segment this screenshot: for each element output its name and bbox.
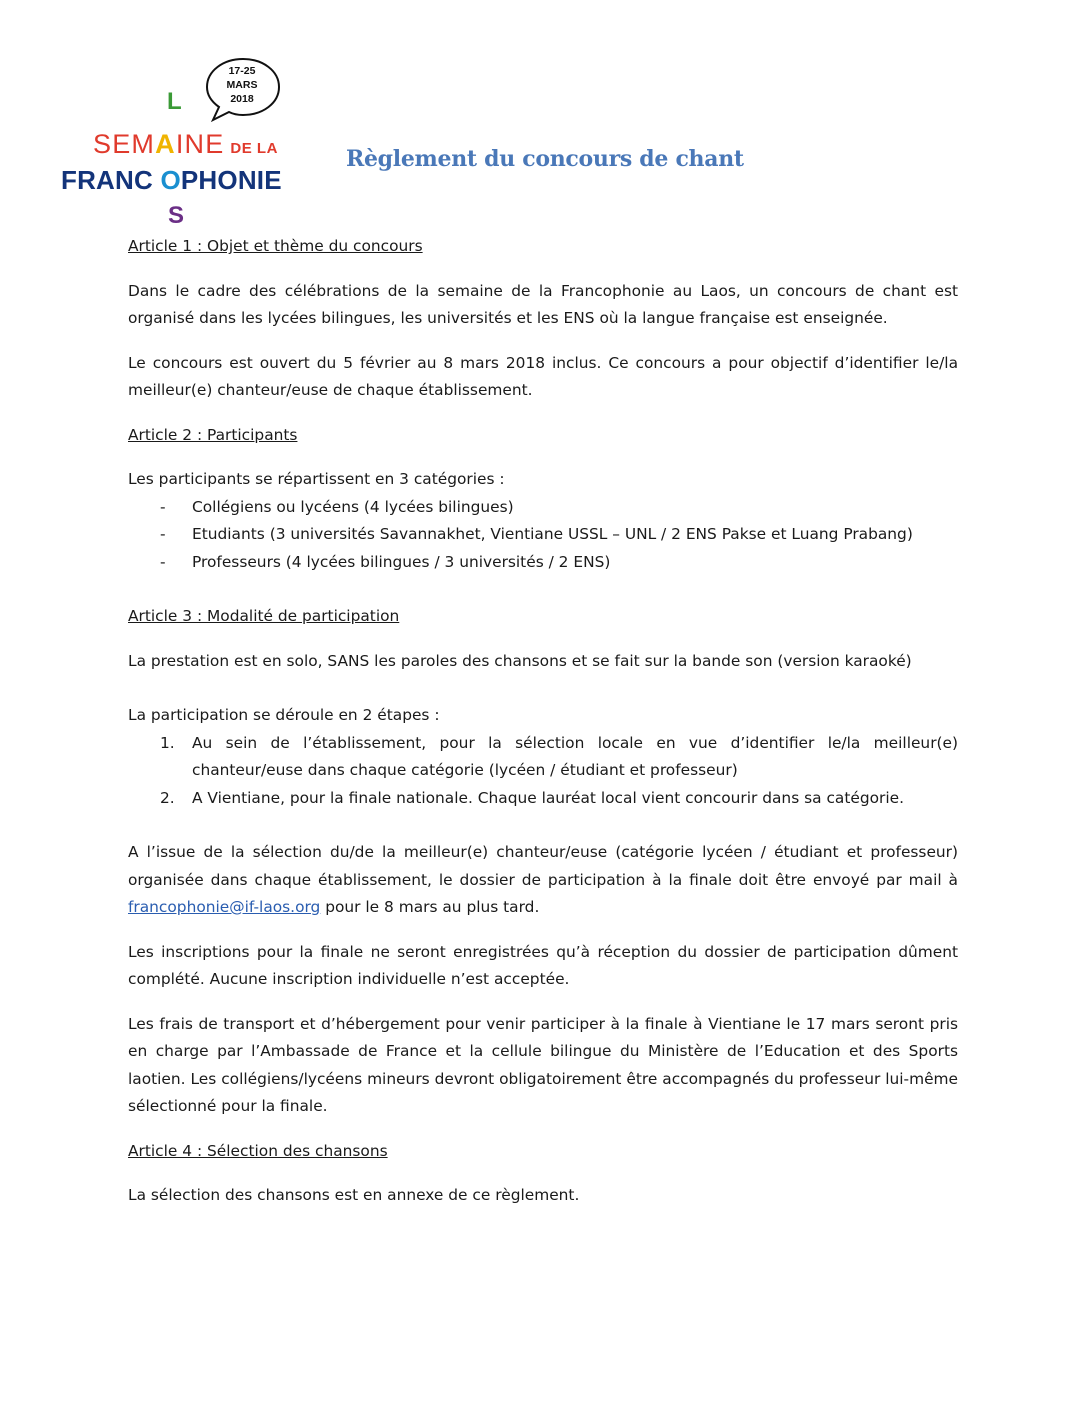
logo-dates (207, 64, 277, 106)
logo-semaine-de-la (93, 129, 278, 164)
paragraph: La prestation est en solo, SANS les paroles des chansons et se fait sur la bande son (version karaoké) (128, 651, 912, 670)
step-number: 1. (160, 733, 175, 752)
paragraph: La sélection des chansons est en annexe de ce règlement. (128, 1186, 580, 1204)
paragraph: Les participants se répartissent en 3 catégories : (128, 470, 505, 488)
list-item (128, 785, 958, 813)
logo-letter-s: S (168, 202, 185, 229)
article-heading: Article 1 : Objet et thème du concours (128, 237, 423, 255)
logo-francophonie (61, 165, 282, 195)
email-link[interactable]: francophonie@if-laos.org (128, 898, 321, 916)
bullet-dash: - (160, 497, 166, 516)
step-number: 2. (160, 788, 175, 807)
participation-steps-list (128, 730, 958, 813)
list-item-text: Etudiants (3 universités Savannakhet, Vientiane USSL – UNL / 2 ENS Pakse et Luang Prabang) (192, 525, 913, 543)
list-item-text: A Vientiane, pour la finale nationale. Chaque lauréat local vient concourir dans sa catégorie. (192, 788, 904, 807)
article-heading: Article 2 : Participants (128, 425, 298, 444)
article-heading: Article 3 : Modalité de participation (128, 607, 400, 625)
logo-date-line: 2018 (230, 93, 254, 105)
bullet-dash: - (160, 525, 166, 543)
paragraph-text: A l’issue de la sélection du/de la meilleur(e) chanteur/euse (catégorie lycéen / étudiant et professeur) organisée dans chaque établissement, le dossier de participation à la finale doit être envoyé par mail à (128, 843, 958, 889)
logo-date-line: MARS (226, 79, 258, 91)
logo-letter-l: L (167, 88, 182, 115)
logo-text: FRANC (61, 165, 153, 195)
logo-text: A (155, 129, 176, 159)
semaine-francophonie-logo (0, 0, 340, 240)
page-title: Règlement du concours de chant (346, 146, 744, 172)
list-item (128, 730, 958, 785)
paragraph: Le concours est ouvert du 5 février au 8 mars 2018 inclus. Ce concours a pour objectif d’identifier le/la meilleur(e) chanteur/euse de chaque établissement. (128, 353, 958, 399)
logo-text: PHONIE (180, 165, 282, 195)
article-heading: Article 4 : Sélection des chansons (128, 1141, 388, 1160)
list-item-text: Au sein de l’établissement, pour la sélection locale en vue d’identifier le/la meilleur(e) chanteur/euse dans chaque catégorie (lycéen / étudiant et professeur) (192, 733, 958, 779)
list-item (128, 549, 958, 577)
logo-text: O (160, 165, 181, 195)
paragraph (128, 839, 958, 922)
paragraph: La participation se déroule en 2 étapes : (128, 706, 440, 724)
participant-categories-list (128, 494, 958, 577)
logo-text: INE (175, 129, 225, 159)
list-item-text: Professeurs (4 lycées bilingues / 3 universités / 2 ENS) (192, 552, 611, 571)
list-item-text: Collégiens ou lycéens (4 lycées bilingues) (192, 497, 514, 516)
list-item (128, 494, 958, 522)
paragraph: Les frais de transport et d’hébergement pour venir participer à la finale à Vientiane le 17 mars seront pris en charge par l’Ambassade de France et la cellule bilingue du Ministère de l’Education et des Sports laotien. Les collégiens/lycéens mineurs devront obligatoirement être accompagnés du professeur lui-même sélectionné pour la finale. (128, 1014, 958, 1115)
document-body (128, 233, 958, 1210)
paragraph: Dans le cadre des célébrations de la semaine de la Francophonie au Laos, un concours de chant est organisé dans les lycées bilingues, les universités et les ENS où la langue française est enseignée. (128, 281, 958, 327)
list-item (128, 521, 958, 549)
logo-date-line: 17-25 (228, 65, 256, 77)
paragraph-text: pour le 8 mars au plus tard. (320, 898, 540, 916)
paragraph: Les inscriptions pour la finale ne seront enregistrées qu’à réception du dossier de participation dûment complété. Aucune inscription individuelle n’est acceptée. (128, 942, 958, 988)
bullet-dash: - (160, 552, 166, 571)
logo-text: SEM (93, 129, 156, 159)
logo-text: DE LA (230, 140, 278, 157)
